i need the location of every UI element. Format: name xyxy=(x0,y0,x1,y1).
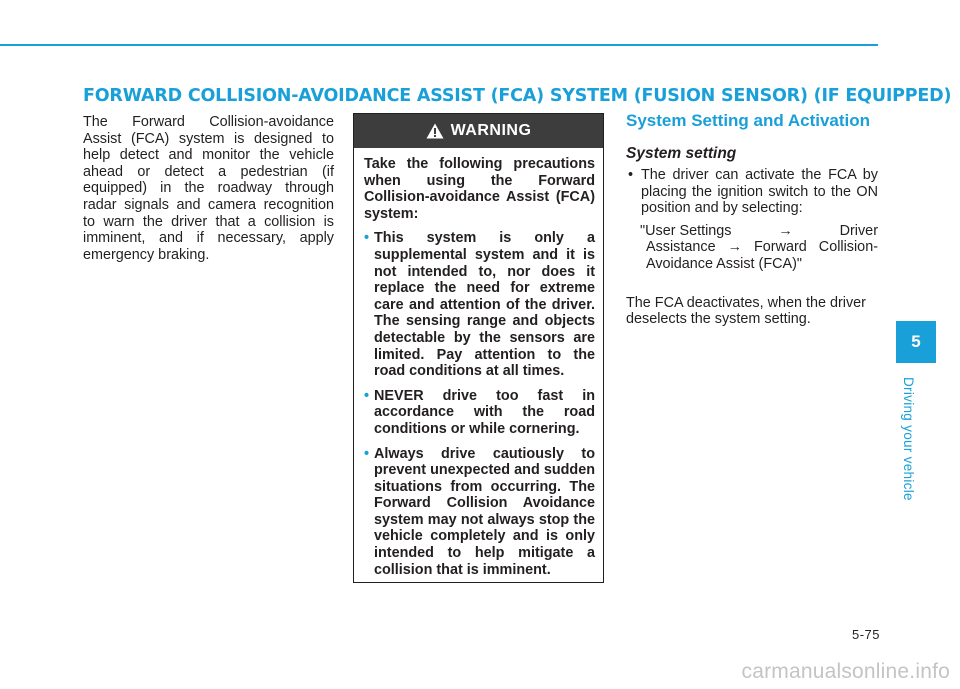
menu-path-line xyxy=(640,223,878,240)
warning-item: • NEVER drive too fast in accordance with the road conditions or while cornering. xyxy=(364,388,595,438)
warning-header xyxy=(354,114,603,148)
warning-item: • This system is only a supplemental system and it is not intended to, nor does it replace the need for extreme care and attention of the driver. The sensing range and objects detectable by the sensors are limited. Pay attention to the road conditions at all times. xyxy=(364,230,595,379)
warning-item: • Always drive cautiously to prevent unexpected and sudden situations from occurring. The Forward Collision Avoidance system may not always stop the vehicle completely and is only intended to help mitigate a collision that is imminent. xyxy=(364,446,595,579)
deactivate-text: The FCA deactivates, when the driver deselects the system setting. xyxy=(626,294,866,328)
menu-path-part: Forward Collision-Avoidance Assist (FCA)" xyxy=(646,239,878,272)
section-title: System Setting and Activation xyxy=(626,111,871,130)
arrow-icon: → xyxy=(778,222,793,239)
page-number: 5-75 xyxy=(851,627,880,642)
chapter-label: Driving your vehicle xyxy=(901,377,916,501)
menu-path-rest xyxy=(640,239,878,272)
warning-label: WARNING xyxy=(450,122,532,139)
warning-body xyxy=(354,148,603,578)
watermark: carmanualsonline.info xyxy=(741,660,950,683)
warning-list xyxy=(364,230,595,578)
warning-lead: Take the following precautions when using the Forward Collision-avoidance Assist (FCA) system: xyxy=(364,156,595,222)
section-subtitle: System setting xyxy=(626,145,737,162)
menu-path-part: Driver xyxy=(839,222,878,239)
arrow-icon: → xyxy=(727,239,742,256)
intro-column xyxy=(83,114,334,263)
chapter-number: 5 xyxy=(911,332,921,351)
menu-path xyxy=(640,223,878,273)
page-title: FORWARD COLLISION-AVOIDANCE ASSIST (FCA) SYSTEM (FUSION SENSOR) (IF EQUIPPED) xyxy=(83,86,952,106)
intro-text: The Forward Collision-avoidance Assist (FCA) system is designed to help detect and monitor the vehicle ahead or detect a pedestrian (if equipped) in the roadway through radar signals and camera recognition to warn the driver that a collision is imminent, and if necessary, apply emergency braking. xyxy=(83,114,334,263)
setting-column xyxy=(626,111,878,328)
warning-triangle-icon xyxy=(426,123,444,139)
menu-path-part: "User Settings xyxy=(640,222,732,239)
chapter-tab xyxy=(896,321,936,363)
top-rule xyxy=(0,44,878,46)
menu-path-part: Assistance xyxy=(646,239,716,256)
warning-box xyxy=(353,113,604,583)
setting-bullet: • The driver can activate the FCA by placing the ignition switch to the ON position and by selecting: xyxy=(626,167,878,217)
